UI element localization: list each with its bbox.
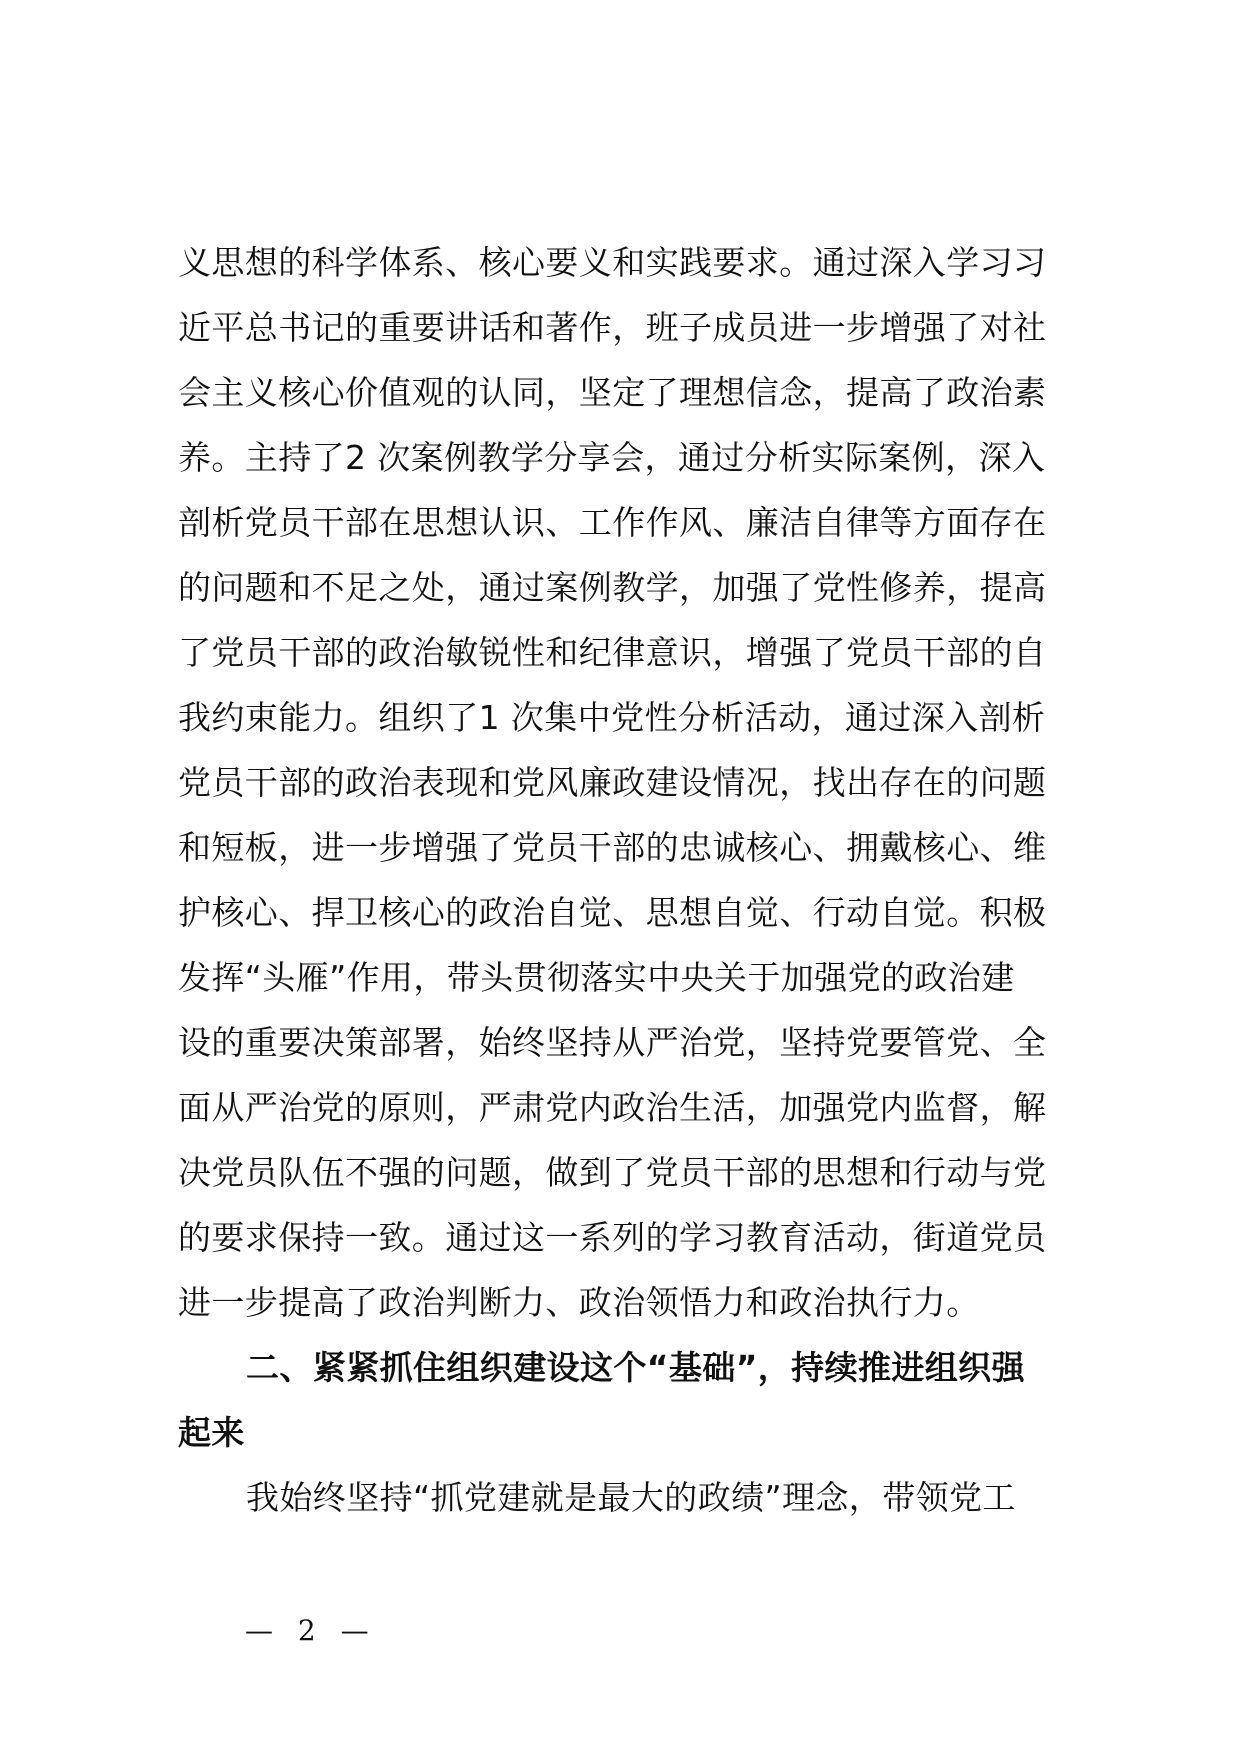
paragraph-line: 进一步提高了政治判断力、政治领悟力和政治执行力。: [178, 1283, 980, 1322]
paragraph-line: 养。主持了2 次案例教学分享会，通过分析实际案例，深入: [178, 438, 1046, 477]
paragraph-line: 近平总书记的重要讲话和著作，班子成员进一步增强了对社: [178, 308, 1047, 347]
paragraph-line: 的问题和不足之处，通过案例教学，加强了党性修养，提高: [178, 568, 1047, 607]
paragraph-line: 设的重要决策部署，始终坚持从严治党，坚持党要管党、全: [178, 1023, 1047, 1062]
paragraph-line: 剖析党员干部在思想认识、工作作风、廉洁自律等方面存在: [178, 503, 1047, 542]
paragraph-line: 护核心、捍卫核心的政治自觉、思想自觉、行动自觉。积极: [178, 893, 1047, 932]
paragraph-line: 了党员干部的政治敏锐性和纪律意识，增强了党员干部的自: [178, 633, 1047, 672]
section-heading-line: 起来: [178, 1413, 245, 1452]
page-number: — 2 —: [245, 1614, 377, 1647]
paragraph-line: 发挥“头雁”作用，带头贯彻落实中央关于加强党的政治建: [178, 958, 1015, 997]
paragraph-line: 决党员队伍不强的问题，做到了党员干部的思想和行动与党: [178, 1153, 1047, 1192]
paragraph-line: 我约束能力。组织了1 次集中党性分析活动，通过深入剖析: [178, 698, 1046, 737]
paragraph-line: 义思想的科学体系、核心要义和实践要求。通过深入学习习: [178, 243, 1047, 282]
next-paragraph-line: 我始终坚持“抓党建就是最大的政绩”理念，带领党工: [246, 1478, 1016, 1517]
paragraph-line: 会主义核心价值观的认同，坚定了理想信念，提高了政治素: [178, 373, 1047, 412]
section-heading-line: 二、紧紧抓住组织建设这个“基础”，持续推进组织强: [246, 1348, 1025, 1387]
paragraph-line: 面从严治党的原则，严肃党内政治生活，加强党内监督，解: [178, 1088, 1047, 1127]
paragraph-line: 的要求保持一致。通过这一系列的学习教育活动，街道党员: [178, 1218, 1047, 1257]
paragraph-line: 党员干部的政治表现和党风廉政建设情况，找出存在的问题: [178, 763, 1047, 802]
paragraph-line: 和短板，进一步增强了党员干部的忠诚核心、拥戴核心、维: [178, 828, 1047, 867]
body-text: [178, 230, 1078, 1530]
